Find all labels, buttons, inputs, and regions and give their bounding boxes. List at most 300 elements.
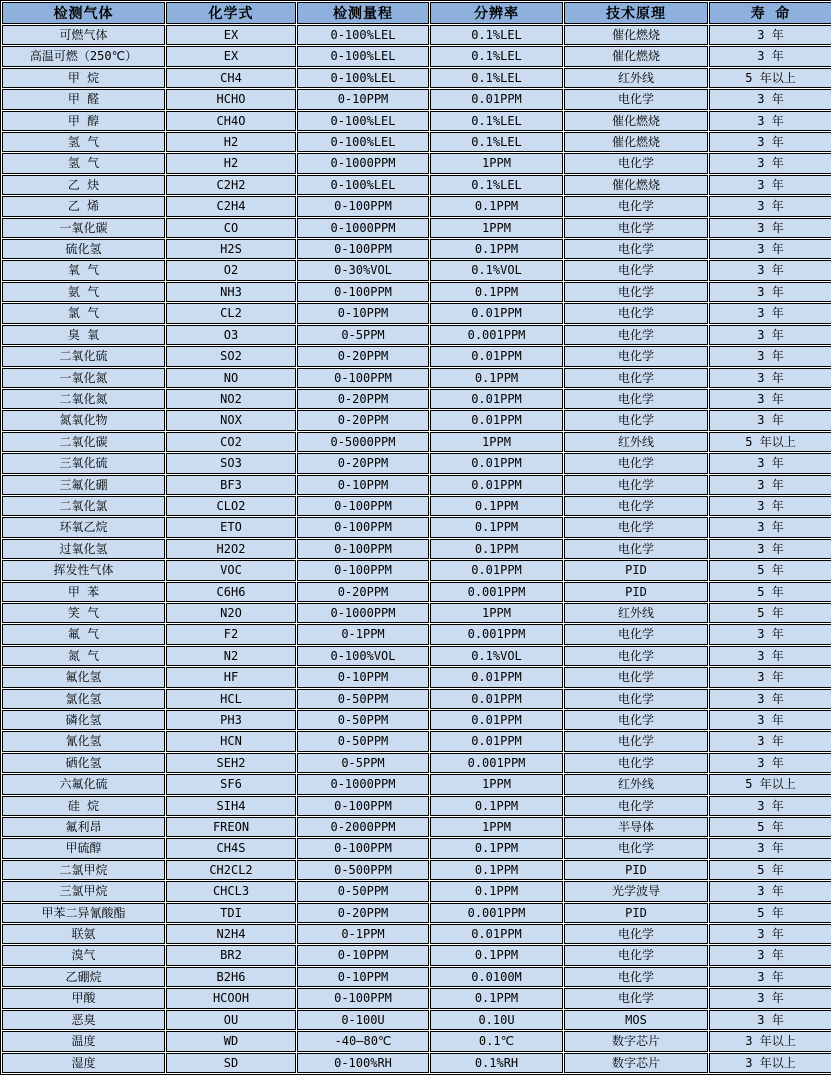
- cell-lifespan: 3 年: [709, 967, 831, 987]
- cell-principle: 电化学: [564, 389, 708, 409]
- cell-range: 0-1000PPM: [297, 603, 429, 623]
- cell-range: 0-1PPM: [297, 924, 429, 944]
- cell-resolution: 0.01PPM: [430, 453, 563, 473]
- cell-gas: 甲 苯: [2, 582, 165, 602]
- cell-formula: H2O2: [166, 539, 296, 559]
- cell-principle: 电化学: [564, 689, 708, 709]
- cell-gas: 二氧化氮: [2, 389, 165, 409]
- cell-range: 0-50PPM: [297, 731, 429, 751]
- cell-gas: 温度: [2, 1031, 165, 1051]
- table-row: [2, 560, 831, 580]
- cell-gas: 甲酸: [2, 988, 165, 1008]
- cell-resolution: 0.01PPM: [430, 389, 563, 409]
- cell-resolution: 0.0100M: [430, 967, 563, 987]
- cell-principle: 电化学: [564, 731, 708, 751]
- cell-formula: N2H4: [166, 924, 296, 944]
- cell-principle: 电化学: [564, 945, 708, 965]
- cell-gas: 三氧化硫: [2, 453, 165, 473]
- cell-formula: CO: [166, 218, 296, 238]
- cell-resolution: 0.01PPM: [430, 924, 563, 944]
- cell-resolution: 0.1PPM: [430, 282, 563, 302]
- cell-lifespan: 3 年: [709, 710, 831, 730]
- cell-gas: 氯化氢: [2, 689, 165, 709]
- cell-formula: CLO2: [166, 496, 296, 516]
- cell-range: 0-10PPM: [297, 303, 429, 323]
- cell-formula: SD: [166, 1053, 296, 1073]
- cell-range: 0-100PPM: [297, 368, 429, 388]
- cell-range: 0-100%VOL: [297, 646, 429, 666]
- cell-principle: 电化学: [564, 475, 708, 495]
- cell-principle: 电化学: [564, 453, 708, 473]
- cell-gas: 硒化氢: [2, 753, 165, 773]
- cell-lifespan: 3 年: [709, 796, 831, 816]
- cell-range: 0-1000PPM: [297, 774, 429, 794]
- cell-resolution: 0.1PPM: [430, 368, 563, 388]
- cell-gas: 二氧化碳: [2, 432, 165, 452]
- cell-range: 0-10PPM: [297, 475, 429, 495]
- cell-lifespan: 3 年: [709, 496, 831, 516]
- cell-lifespan: 5 年: [709, 903, 831, 923]
- cell-gas: 三氯甲烷: [2, 881, 165, 901]
- table-row: [2, 624, 831, 644]
- cell-gas: 挥发性气体: [2, 560, 165, 580]
- column-header-range: 检测量程: [297, 2, 429, 24]
- table-row: [2, 945, 831, 965]
- cell-resolution: 0.1%LEL: [430, 46, 563, 66]
- cell-lifespan: 3 年: [709, 539, 831, 559]
- cell-formula: CH2CL2: [166, 860, 296, 880]
- cell-lifespan: 5 年: [709, 560, 831, 580]
- cell-resolution: 0.1PPM: [430, 196, 563, 216]
- cell-principle: 电化学: [564, 218, 708, 238]
- cell-principle: 红外线: [564, 603, 708, 623]
- table-row: [2, 817, 831, 837]
- cell-principle: 电化学: [564, 988, 708, 1008]
- cell-lifespan: 3 年: [709, 753, 831, 773]
- table-row: [2, 25, 831, 45]
- cell-principle: 电化学: [564, 368, 708, 388]
- cell-gas: 六氟化硫: [2, 774, 165, 794]
- cell-gas: 甲 醇: [2, 111, 165, 131]
- cell-lifespan: 3 年: [709, 624, 831, 644]
- cell-principle: PID: [564, 860, 708, 880]
- cell-formula: CH4S: [166, 838, 296, 858]
- cell-range: 0-10PPM: [297, 667, 429, 687]
- cell-lifespan: 3 年: [709, 838, 831, 858]
- cell-resolution: 1PPM: [430, 774, 563, 794]
- cell-formula: HCOOH: [166, 988, 296, 1008]
- cell-formula: N2: [166, 646, 296, 666]
- cell-gas: 三氟化硼: [2, 475, 165, 495]
- table-row: [2, 1053, 831, 1073]
- cell-lifespan: 3 年: [709, 924, 831, 944]
- cell-lifespan: 3 年: [709, 1010, 831, 1030]
- cell-range: 0-20PPM: [297, 346, 429, 366]
- cell-formula: NO2: [166, 389, 296, 409]
- cell-resolution: 1PPM: [430, 153, 563, 173]
- table-body: [2, 25, 831, 1073]
- cell-range: 0-100PPM: [297, 796, 429, 816]
- cell-resolution: 0.1PPM: [430, 838, 563, 858]
- table-row: [2, 774, 831, 794]
- cell-principle: 电化学: [564, 410, 708, 430]
- table-row: [2, 753, 831, 773]
- cell-formula: BR2: [166, 945, 296, 965]
- cell-gas: 过氧化氢: [2, 539, 165, 559]
- cell-gas: 氨 气: [2, 282, 165, 302]
- cell-range: 0-1000PPM: [297, 153, 429, 173]
- cell-lifespan: 3 年以上: [709, 1053, 831, 1073]
- cell-formula: C2H2: [166, 175, 296, 195]
- table-row: [2, 260, 831, 280]
- cell-range: 0-20PPM: [297, 903, 429, 923]
- table-row: [2, 646, 831, 666]
- cell-principle: 电化学: [564, 282, 708, 302]
- cell-resolution: 0.01PPM: [430, 410, 563, 430]
- cell-resolution: 0.1%LEL: [430, 111, 563, 131]
- cell-range: 0-100%LEL: [297, 25, 429, 45]
- cell-gas: 乙硼烷: [2, 967, 165, 987]
- table-row: [2, 710, 831, 730]
- cell-resolution: 0.1PPM: [430, 496, 563, 516]
- cell-lifespan: 3 年: [709, 475, 831, 495]
- cell-lifespan: 3 年: [709, 881, 831, 901]
- cell-gas: 氟 气: [2, 624, 165, 644]
- cell-resolution: 0.001PPM: [430, 903, 563, 923]
- cell-resolution: 0.1PPM: [430, 945, 563, 965]
- table-row: [2, 689, 831, 709]
- cell-lifespan: 3 年: [709, 260, 831, 280]
- cell-resolution: 1PPM: [430, 218, 563, 238]
- cell-resolution: 0.1%LEL: [430, 132, 563, 152]
- cell-lifespan: 3 年: [709, 517, 831, 537]
- cell-range: 0-5000PPM: [297, 432, 429, 452]
- table-row: [2, 218, 831, 238]
- cell-formula: N2O: [166, 603, 296, 623]
- table-row: [2, 582, 831, 602]
- table-row: [2, 881, 831, 901]
- cell-formula: CH4O: [166, 111, 296, 131]
- cell-gas: 氟化氢: [2, 667, 165, 687]
- cell-principle: 电化学: [564, 667, 708, 687]
- table-row: [2, 731, 831, 751]
- cell-gas: 甲 醛: [2, 89, 165, 109]
- table-row: [2, 860, 831, 880]
- cell-resolution: 1PPM: [430, 817, 563, 837]
- cell-lifespan: 3 年: [709, 325, 831, 345]
- cell-formula: C2H4: [166, 196, 296, 216]
- table-row: [2, 432, 831, 452]
- cell-lifespan: 3 年: [709, 46, 831, 66]
- cell-formula: ETO: [166, 517, 296, 537]
- cell-range: 0-20PPM: [297, 453, 429, 473]
- cell-principle: PID: [564, 582, 708, 602]
- cell-formula: F2: [166, 624, 296, 644]
- cell-formula: FREON: [166, 817, 296, 837]
- cell-range: -40—80℃: [297, 1031, 429, 1051]
- cell-resolution: 0.1%VOL: [430, 260, 563, 280]
- table-row: [2, 603, 831, 623]
- cell-principle: 半导体: [564, 817, 708, 837]
- table-row: [2, 988, 831, 1008]
- table-row: [2, 496, 831, 516]
- table-row: [2, 539, 831, 559]
- cell-formula: SIH4: [166, 796, 296, 816]
- cell-range: 0-10PPM: [297, 967, 429, 987]
- cell-lifespan: 3 年: [709, 25, 831, 45]
- cell-principle: MOS: [564, 1010, 708, 1030]
- table-row: [2, 68, 831, 88]
- cell-principle: 电化学: [564, 239, 708, 259]
- cell-gas: 乙 烯: [2, 196, 165, 216]
- cell-formula: NO: [166, 368, 296, 388]
- cell-range: 0-50PPM: [297, 689, 429, 709]
- cell-range: 0-100PPM: [297, 517, 429, 537]
- cell-lifespan: 3 年: [709, 111, 831, 131]
- table-row: [2, 132, 831, 152]
- cell-resolution: 0.01PPM: [430, 560, 563, 580]
- table-row: [2, 111, 831, 131]
- cell-lifespan: 3 年: [709, 689, 831, 709]
- cell-principle: 电化学: [564, 346, 708, 366]
- cell-lifespan: 5 年: [709, 860, 831, 880]
- cell-formula: OU: [166, 1010, 296, 1030]
- table-row: [2, 153, 831, 173]
- cell-lifespan: 3 年以上: [709, 1031, 831, 1051]
- cell-resolution: 0.001PPM: [430, 325, 563, 345]
- cell-gas: 氰化氢: [2, 731, 165, 751]
- cell-lifespan: 3 年: [709, 389, 831, 409]
- cell-resolution: 0.01PPM: [430, 689, 563, 709]
- cell-gas: 可燃气体: [2, 25, 165, 45]
- cell-lifespan: 5 年以上: [709, 432, 831, 452]
- cell-formula: HF: [166, 667, 296, 687]
- cell-principle: 电化学: [564, 517, 708, 537]
- cell-principle: 催化燃烧: [564, 175, 708, 195]
- cell-formula: SEH2: [166, 753, 296, 773]
- cell-resolution: 0.1%LEL: [430, 25, 563, 45]
- cell-gas: 二氧化氯: [2, 496, 165, 516]
- cell-principle: 电化学: [564, 753, 708, 773]
- cell-range: 0-1000PPM: [297, 218, 429, 238]
- cell-formula: O3: [166, 325, 296, 345]
- cell-lifespan: 3 年: [709, 303, 831, 323]
- cell-range: 0-100%LEL: [297, 46, 429, 66]
- cell-range: 0-30%VOL: [297, 260, 429, 280]
- cell-gas: 一氧化氮: [2, 368, 165, 388]
- cell-principle: 催化燃烧: [564, 46, 708, 66]
- cell-formula: CL2: [166, 303, 296, 323]
- cell-principle: 电化学: [564, 496, 708, 516]
- table-row: [2, 967, 831, 987]
- cell-lifespan: 3 年: [709, 410, 831, 430]
- cell-lifespan: 3 年: [709, 153, 831, 173]
- table-row: [2, 175, 831, 195]
- cell-gas: 氮氧化物: [2, 410, 165, 430]
- cell-lifespan: 3 年: [709, 282, 831, 302]
- table-row: [2, 389, 831, 409]
- cell-resolution: 0.001PPM: [430, 582, 563, 602]
- cell-lifespan: 5 年: [709, 817, 831, 837]
- cell-range: 0-500PPM: [297, 860, 429, 880]
- cell-principle: 电化学: [564, 89, 708, 109]
- cell-resolution: 0.1PPM: [430, 239, 563, 259]
- cell-principle: 电化学: [564, 710, 708, 730]
- table-row: [2, 1031, 831, 1051]
- cell-resolution: 0.001PPM: [430, 624, 563, 644]
- cell-gas: 甲硫醇: [2, 838, 165, 858]
- cell-formula: SO2: [166, 346, 296, 366]
- cell-range: 0-100U: [297, 1010, 429, 1030]
- cell-formula: WD: [166, 1031, 296, 1051]
- cell-principle: 红外线: [564, 774, 708, 794]
- cell-resolution: 0.1PPM: [430, 517, 563, 537]
- table-row: [2, 239, 831, 259]
- cell-gas: 二氧化硫: [2, 346, 165, 366]
- cell-principle: 催化燃烧: [564, 111, 708, 131]
- cell-gas: 甲 烷: [2, 68, 165, 88]
- table-row: [2, 89, 831, 109]
- table-row: [2, 325, 831, 345]
- cell-resolution: 0.10U: [430, 1010, 563, 1030]
- cell-resolution: 0.01PPM: [430, 303, 563, 323]
- cell-lifespan: 3 年: [709, 218, 831, 238]
- cell-resolution: 0.1PPM: [430, 796, 563, 816]
- table-row: [2, 453, 831, 473]
- cell-formula: H2: [166, 153, 296, 173]
- cell-gas: 氯 气: [2, 303, 165, 323]
- cell-lifespan: 3 年: [709, 368, 831, 388]
- cell-range: 0-5PPM: [297, 753, 429, 773]
- cell-gas: 氟利昂: [2, 817, 165, 837]
- cell-range: 0-10PPM: [297, 945, 429, 965]
- cell-formula: O2: [166, 260, 296, 280]
- column-header-principle: 技术原理: [564, 2, 708, 24]
- table-row: [2, 838, 831, 858]
- cell-lifespan: 3 年: [709, 667, 831, 687]
- cell-range: 0-100%LEL: [297, 132, 429, 152]
- cell-range: 0-1PPM: [297, 624, 429, 644]
- cell-formula: CO2: [166, 432, 296, 452]
- cell-formula: EX: [166, 25, 296, 45]
- cell-lifespan: 3 年: [709, 646, 831, 666]
- cell-range: 0-50PPM: [297, 881, 429, 901]
- cell-formula: NOX: [166, 410, 296, 430]
- cell-principle: 电化学: [564, 153, 708, 173]
- cell-principle: 催化燃烧: [564, 132, 708, 152]
- cell-gas: 甲苯二异氰酸酯: [2, 903, 165, 923]
- cell-range: 0-20PPM: [297, 582, 429, 602]
- table-row: [2, 517, 831, 537]
- cell-gas: 氧 气: [2, 260, 165, 280]
- cell-gas: 乙 炔: [2, 175, 165, 195]
- cell-range: 0-100PPM: [297, 539, 429, 559]
- cell-resolution: 1PPM: [430, 603, 563, 623]
- cell-principle: 电化学: [564, 796, 708, 816]
- cell-formula: EX: [166, 46, 296, 66]
- table-row: [2, 46, 831, 66]
- cell-formula: H2S: [166, 239, 296, 259]
- cell-formula: HCN: [166, 731, 296, 751]
- cell-resolution: 0.01PPM: [430, 667, 563, 687]
- cell-range: 0-100%LEL: [297, 111, 429, 131]
- cell-lifespan: 5 年: [709, 582, 831, 602]
- cell-lifespan: 3 年: [709, 239, 831, 259]
- cell-lifespan: 3 年: [709, 945, 831, 965]
- cell-lifespan: 3 年: [709, 346, 831, 366]
- cell-range: 0-100PPM: [297, 496, 429, 516]
- table-row: [2, 475, 831, 495]
- cell-resolution: 0.1%LEL: [430, 175, 563, 195]
- cell-range: 0-100PPM: [297, 239, 429, 259]
- column-header-lifespan: 寿 命: [709, 2, 831, 24]
- cell-range: 0-100PPM: [297, 988, 429, 1008]
- cell-range: 0-10PPM: [297, 89, 429, 109]
- table-row: [2, 368, 831, 388]
- table-row: [2, 924, 831, 944]
- cell-principle: 电化学: [564, 325, 708, 345]
- cell-range: 0-2000PPM: [297, 817, 429, 837]
- cell-resolution: 0.1%LEL: [430, 68, 563, 88]
- cell-gas: 二氯甲烷: [2, 860, 165, 880]
- table-row: [2, 282, 831, 302]
- cell-principle: 数字芯片: [564, 1031, 708, 1051]
- cell-gas: 氢 气: [2, 153, 165, 173]
- cell-principle: 数字芯片: [564, 1053, 708, 1073]
- cell-range: 0-100PPM: [297, 560, 429, 580]
- cell-principle: 红外线: [564, 68, 708, 88]
- cell-formula: B2H6: [166, 967, 296, 987]
- column-header-gas: 检测气体: [2, 2, 165, 24]
- cell-lifespan: 3 年: [709, 453, 831, 473]
- cell-range: 0-100PPM: [297, 196, 429, 216]
- cell-principle: 电化学: [564, 838, 708, 858]
- cell-formula: HCHO: [166, 89, 296, 109]
- cell-principle: 电化学: [564, 303, 708, 323]
- cell-gas: 硫化氢: [2, 239, 165, 259]
- cell-gas: 溴气: [2, 945, 165, 965]
- cell-resolution: 0.1PPM: [430, 988, 563, 1008]
- cell-principle: 电化学: [564, 539, 708, 559]
- cell-gas: 磷化氢: [2, 710, 165, 730]
- cell-gas: 湿度: [2, 1053, 165, 1073]
- cell-lifespan: 3 年: [709, 988, 831, 1008]
- cell-principle: 电化学: [564, 646, 708, 666]
- cell-resolution: 0.001PPM: [430, 753, 563, 773]
- cell-range: 0-100PPM: [297, 838, 429, 858]
- cell-formula: PH3: [166, 710, 296, 730]
- cell-principle: 电化学: [564, 260, 708, 280]
- cell-gas: 一氧化碳: [2, 218, 165, 238]
- cell-resolution: 0.01PPM: [430, 710, 563, 730]
- table-row: [2, 796, 831, 816]
- cell-resolution: 0.01PPM: [430, 346, 563, 366]
- cell-range: 0-100%RH: [297, 1053, 429, 1073]
- cell-principle: 电化学: [564, 967, 708, 987]
- table-row: [2, 303, 831, 323]
- cell-gas: 高温可燃（250℃）: [2, 46, 165, 66]
- cell-formula: VOC: [166, 560, 296, 580]
- cell-lifespan: 3 年: [709, 132, 831, 152]
- cell-range: 0-100PPM: [297, 282, 429, 302]
- cell-gas: 恶臭: [2, 1010, 165, 1030]
- cell-formula: CHCL3: [166, 881, 296, 901]
- cell-formula: HCL: [166, 689, 296, 709]
- cell-lifespan: 5 年: [709, 603, 831, 623]
- cell-range: 0-5PPM: [297, 325, 429, 345]
- table-row: [2, 410, 831, 430]
- cell-gas: 臭 氧: [2, 325, 165, 345]
